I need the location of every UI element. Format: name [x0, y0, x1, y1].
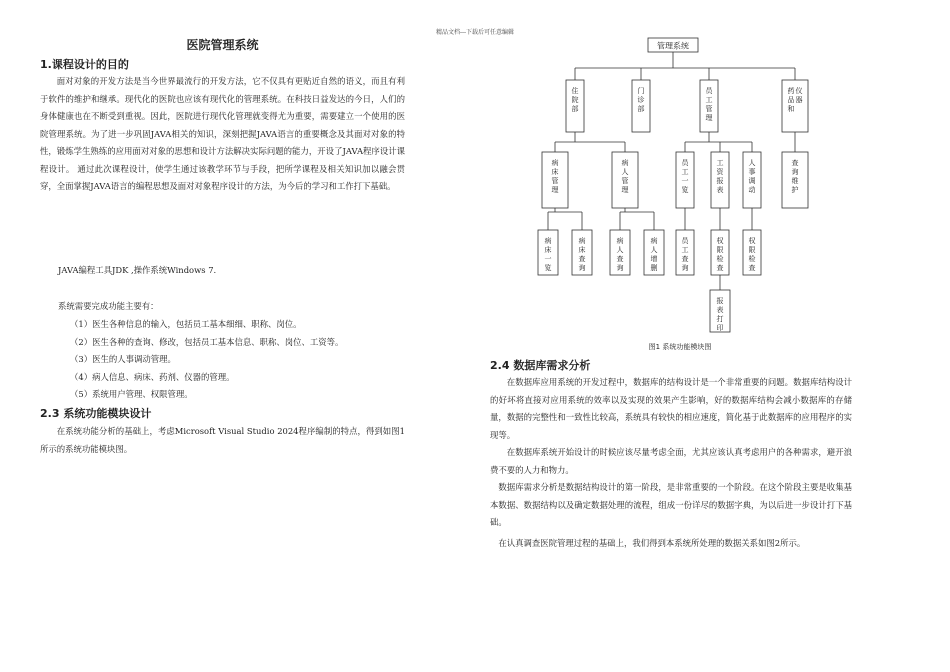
section-2-4-paragraph: 在数据库应用系统的开发过程中，数据库的结构设计是一个非常重要的问题。数据库结构设计的好坏将直接对应用系统的效率以及实现的效果产生影响，好的数据库结构会减小数据库的存储量，数据的完整性和一致性比较高，系统具有较快的相应速度，简化基于此数据库的应用程序的实现等。 — [490, 377, 852, 440]
diagram-node-label: 员工一览 — [681, 159, 689, 194]
requirement-item: （1）医生各种信息的输入，包括员工基本细细、职称、岗位。 — [70, 319, 302, 329]
header-note: 精品文档---下载后可任意编辑 — [435, 29, 515, 36]
section-2-3-paragraph: 在系统功能分析的基础上，考虑Microsoft Visual Studio 2024程序编制的特点，得到如图1所示的系统功能模块图。 — [40, 426, 405, 454]
diagram-node-label: 病人查询 — [616, 237, 624, 272]
diagram-node-label: 住院部 — [571, 87, 579, 113]
diagram-node-label: 权限检查 — [716, 237, 724, 272]
diagram-node-label: 病床查询 — [578, 237, 586, 272]
diagram-node-label: 员工查询 — [681, 237, 689, 272]
section-1-paragraph: 面对对象的开发方法是当今世界最流行的开发方法，它不仅具有更贴近自然的语义，而且有利于软件的维护和继承。现代化的医院也应该有现代化的管理系统。在科技日益发达的今日，人们的身体健康也在不断受到重视。因此，医院进行现代化管理就变得尤为重要，需要建立一个使用的医院管理系统。为了进一步巩固JAVA相关的知识，深刻把握JAVA语言的重要概念及其面对对象的特性，锻炼学生熟练的应用面对对象的思想和设计方法解决实际问题的能力，开设了JAVA程序设计课程设计。 通过此次课程设计，使学生通过该教学环节与手段，把所学课程及相关知识加以融会贯穿，全面掌握JAVA语言的编程思想及面对对象程序设计的方法，为今后的学习和工作打下基础。 — [40, 76, 405, 191]
diagram-caption: 图1 系统功能模块图 — [648, 343, 712, 351]
section-2-3-heading: 2.3 系统功能模块设计 — [40, 407, 152, 420]
diagram-node-label: 报表打印 — [716, 297, 724, 332]
requirements-list — [70, 316, 343, 404]
diagram-node-label: 病人管理 — [621, 159, 629, 194]
requirement-item: （3）医生的人事调动管理。 — [70, 354, 176, 364]
diagram-node-label: 病床一览 — [544, 237, 552, 272]
diagram-node-label: 病人增删 — [650, 237, 658, 272]
diagram-node-label: 工资报表 — [716, 159, 724, 194]
tools-line: JAVA编程工具JDK ,操作系统Windows 7. — [58, 265, 217, 275]
diagram-node-label: 药品和仪器 — [787, 87, 803, 113]
section-1-heading: 1.课程设计的目的 — [40, 58, 129, 71]
diagram-node-label: 病床管理 — [551, 159, 559, 194]
section-2-4-heading: 2.4 数据库需求分析 — [490, 359, 591, 372]
diagram-node-label: 门诊部 — [637, 87, 645, 113]
section-2-4-paragraph: 在认真调查医院管理过程的基础上，我们得到本系统所处理的数据关系如图2所示。 — [498, 537, 806, 548]
requirements-intro: 系统需要完成功能主要有： — [58, 301, 159, 311]
requirement-item: （2）医生各种的查询、修改，包括员工基本信息、职称、岗位、工资等。 — [70, 336, 344, 347]
diagram-node-label: 查询维护 — [791, 159, 799, 194]
requirement-item: （4）病人信息、病床、药剂、仪器的管理。 — [70, 371, 235, 382]
diagram-node-label: 员工管理 — [705, 87, 713, 122]
requirement-item: （5）系统用户管理、权限管理。 — [70, 389, 193, 399]
page-title: 医院管理系统 — [186, 38, 259, 52]
diagram-node-label: 权限检查 — [748, 237, 756, 272]
section-2-4-body — [490, 374, 852, 552]
section-2-4-paragraph: 在数据库系统开始设计的时候应该尽量考虑全面，尤其应该认真考虑用户的各种需求，避开浪费不要的人力和物力。 — [490, 447, 852, 475]
module-diagram — [520, 34, 840, 340]
diagram-node-label: 人事调动 — [748, 159, 756, 194]
diagram-root-label: 管理系统 — [657, 41, 689, 51]
section-2-4-paragraph: 数据库需求分析是数据结构设计的第一阶段，是非常重要的一个阶段。在这个阶段主要是收集基本数据、数据结构以及确定数据处理的流程，组成一份详尽的数据字典，为以后进一步设计打下基础。 — [490, 482, 852, 527]
